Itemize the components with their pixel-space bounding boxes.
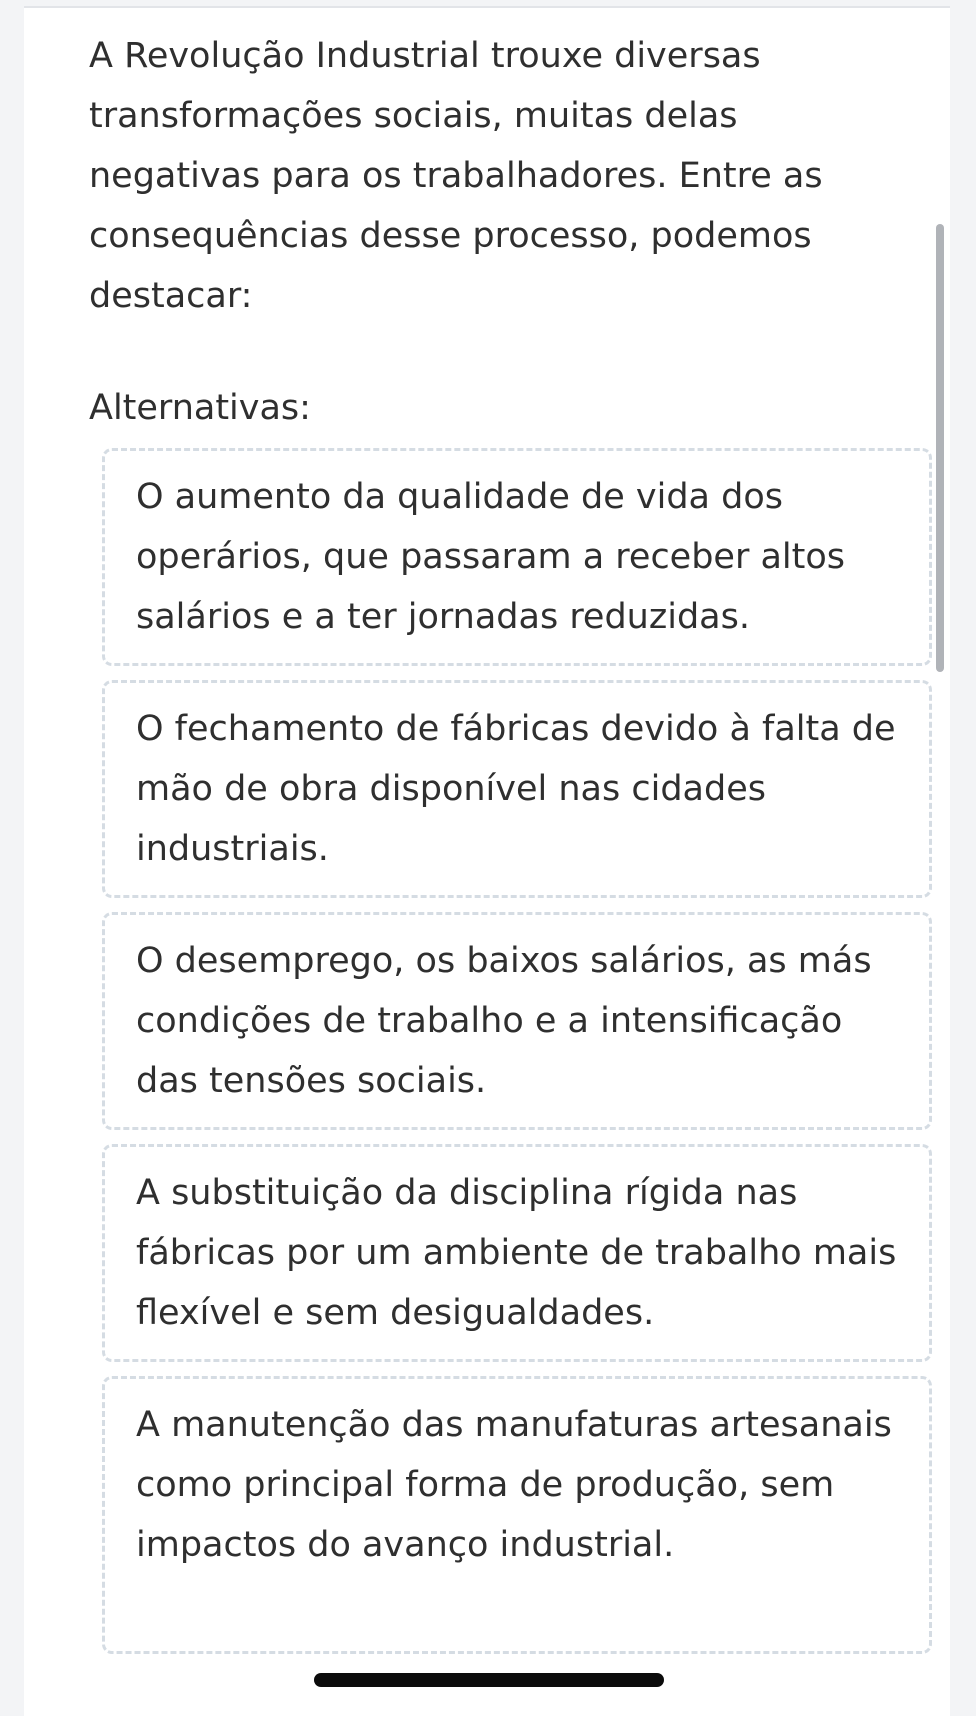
- question-card: [24, 6, 950, 1716]
- vertical-scrollbar[interactable]: [936, 224, 944, 672]
- question-text: A Revolução Industrial trouxe diversas transformações sociais, muitas delas negativas para os trabalhadores. Entre as consequências desse processo, podemos destacar:: [89, 36, 823, 316]
- alternative-option[interactable]: [102, 680, 932, 898]
- alternative-text: O desemprego, os baixos salários, as más condições de trabalho e a intensificação das tensões sociais.: [136, 941, 872, 1101]
- alternative-option[interactable]: [102, 1376, 932, 1654]
- alternative-option[interactable]: [102, 912, 932, 1130]
- alternative-option[interactable]: [102, 448, 932, 666]
- home-indicator[interactable]: [314, 1673, 664, 1687]
- alternative-text: O fechamento de fábricas devido à falta de mão de obra disponível nas cidades industriais.: [136, 709, 896, 869]
- alternative-text: O aumento da qualidade de vida dos operários, que passaram a receber altos salários e a ter jornadas reduzidas.: [136, 477, 846, 637]
- alternative-option[interactable]: [102, 1144, 932, 1362]
- alternatives-heading: Alternativas:: [89, 388, 311, 428]
- alternative-text: A manutenção das manufaturas artesanais como principal forma de produção, sem impactos do avanço industrial.: [136, 1405, 892, 1565]
- alternative-text: A substituição da disciplina rígida nas fábricas por um ambiente de trabalho mais flexível e sem desigualdades.: [136, 1173, 897, 1333]
